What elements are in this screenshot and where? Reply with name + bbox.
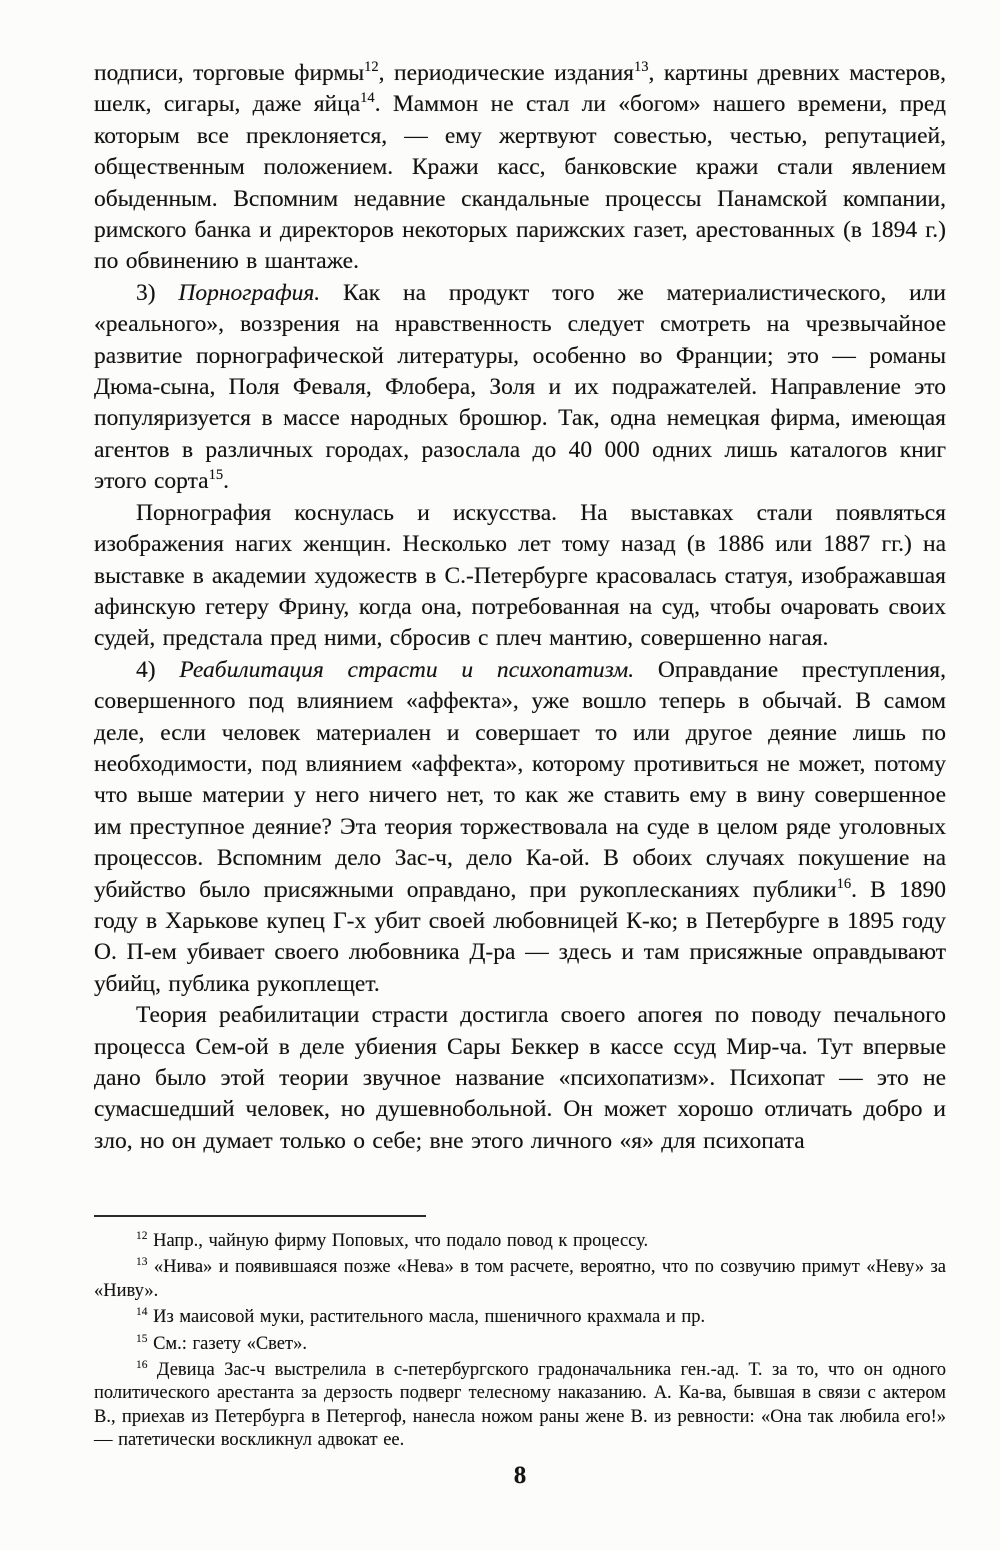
text-run: Оправдание преступления, совершенного под влиянием «аффекта», уже вошло теперь в обычай. В самом деле, если человек материален и совершает то или другое деяние лишь по необходимости, под влиянием «аффекта», которому противиться не может, потому что выше материи у него ничего нет, то как же ставить ему в вину совершенное им преступное деяние? Эта теория торжествовала на суде в целом ряде уголовных процессов. Вспомним дело Зас-ч, дело Ка-ой. В обоих случаях покушение на убийство было присяжными оправдано, при рукоплесканиях публики bbox=[94, 656, 946, 903]
paragraph bbox=[94, 498, 946, 655]
footnote-reference: 14 bbox=[360, 90, 375, 107]
footnote: $^{14}$ Из маисовой муки, растительного масла, пшеничного крахмала и пр. bbox=[136, 1306, 706, 1328]
paragraph bbox=[94, 278, 946, 498]
footnote-reference: 12 bbox=[364, 59, 379, 76]
text-run: 4) bbox=[136, 656, 180, 683]
text-run: Как на продукт того же материалистического, или «реального», воззрения на нравственность следует смотреть на чрезвычайное развитие порнографической литературы, особенно во Франции; это — романы Дюма-сына, Поля Феваля, Флобера, Золя и их подражателей. Направление это популяризуется в массе народных брошюр. Так, одна немецкая фирма, имеющая агентов в различных городах, разослала до 40 000 одних лишь каталогов книг этого сорта bbox=[94, 279, 946, 495]
footnote-marker: 15 bbox=[136, 1332, 148, 1345]
text-run: Порнография коснулась и искусства. На выставках стали появляться изображения нагих женщин. Несколько лет тому назад (в 1886 или 1887 гг.) на выставке в академии художеств в С.-Петербурге красовалась статуя, изображавшая афинскую гетеру Фрину, когда она, потребованная на суд, чтобы очаровать своих судей, предстала пред ними, сбросив с плеч мантию, совершенно нагая. bbox=[94, 499, 946, 652]
footnote: $^{12}$ Напр., чайную фирму Поповых, что подало повод к процессу. bbox=[136, 1229, 649, 1251]
footnote-reference: 16 bbox=[836, 875, 852, 892]
paragraph bbox=[94, 655, 946, 1000]
paragraph bbox=[94, 1000, 946, 1157]
footnote-marker: 16 bbox=[136, 1358, 148, 1371]
footnote-marker: 12 bbox=[136, 1229, 148, 1242]
body-text bbox=[94, 58, 946, 1157]
footnote-marker: 14 bbox=[136, 1306, 148, 1319]
footnote: $^{15}$ См.: газету «Свет». bbox=[136, 1332, 307, 1354]
page-number: 8 bbox=[513, 1462, 527, 1489]
footnote-reference: 13 bbox=[633, 59, 649, 76]
text-run: . bbox=[223, 468, 230, 495]
footnote: $^{16}$ Девица Зас-ч выстрелила в с-петербургского градоначальника ген.-ад. Т. за то, что он одного политического арестанта за дерзость подверг телесному наказанию. А. Ка-ва, бывшая в связи с актером В., приехав из Петербурга в Петергоф, нанесла ножом раны жене В. из ревности: «Она так любила его!» — патетически воскликнул адвокат ее. bbox=[94, 1358, 946, 1451]
text-run: . Маммон не стал ли «богом» нашего времени, пред которым все преклоняется, — ему жертвуют совестью, честью, репутацией, общественным положением. Кражи касс, банковские кражи стали явлением обыденным. Вспомним недавние скандальные процессы Панамской компании, римского банка и директоров некоторых парижских газет, арестованных (в 1894 г.) по обвинению в шантаже. bbox=[94, 91, 946, 275]
text-run: . В 1890 году в Харькове купец Г-х убит своей любовницей К-ко; в Петербурге в 1895 году О. П-ем убивает своего любовника Д-ра — здесь и там присяжные оправдывают убийц, публика рукоплещет. bbox=[94, 876, 946, 997]
footnote-reference: 15 bbox=[208, 467, 224, 484]
paragraph bbox=[94, 58, 946, 278]
footnote-marker: 13 bbox=[136, 1256, 148, 1269]
footnote: $^{13}$ «Нива» и появившаяся позже «Нева» в том расчете, вероятно, что по созвучию примут «Неву» за «Ниву». bbox=[94, 1256, 946, 1301]
text-run: Теория реабилитации страсти достигла своего апогея по поводу печального процесса Сем-ой в деле убиения Сары Беккер в кассе ссуд Мир-ча. Тут впервые дано было этой теории звучное название «психопатизм». Психопат — это не сумасшедший человек, но душевнобольной. Он может хорошо отличать добро и зло, но он думает только о себе; вне этого личного «я» для психопата bbox=[94, 1002, 946, 1154]
footnotes bbox=[94, 1230, 946, 1456]
text-run: , периодические издания bbox=[378, 60, 634, 86]
text-run: 3) bbox=[136, 279, 179, 306]
text-run: подписи, торговые фирмы bbox=[94, 60, 365, 86]
footnote-separator bbox=[94, 1215, 426, 1217]
italic-heading: Порнография. bbox=[178, 279, 321, 306]
italic-heading: Реабилитация страсти и психопатизм. bbox=[179, 656, 635, 683]
text-run: , картины древних мастеров, шелк, сигары, даже яйца bbox=[94, 60, 946, 118]
